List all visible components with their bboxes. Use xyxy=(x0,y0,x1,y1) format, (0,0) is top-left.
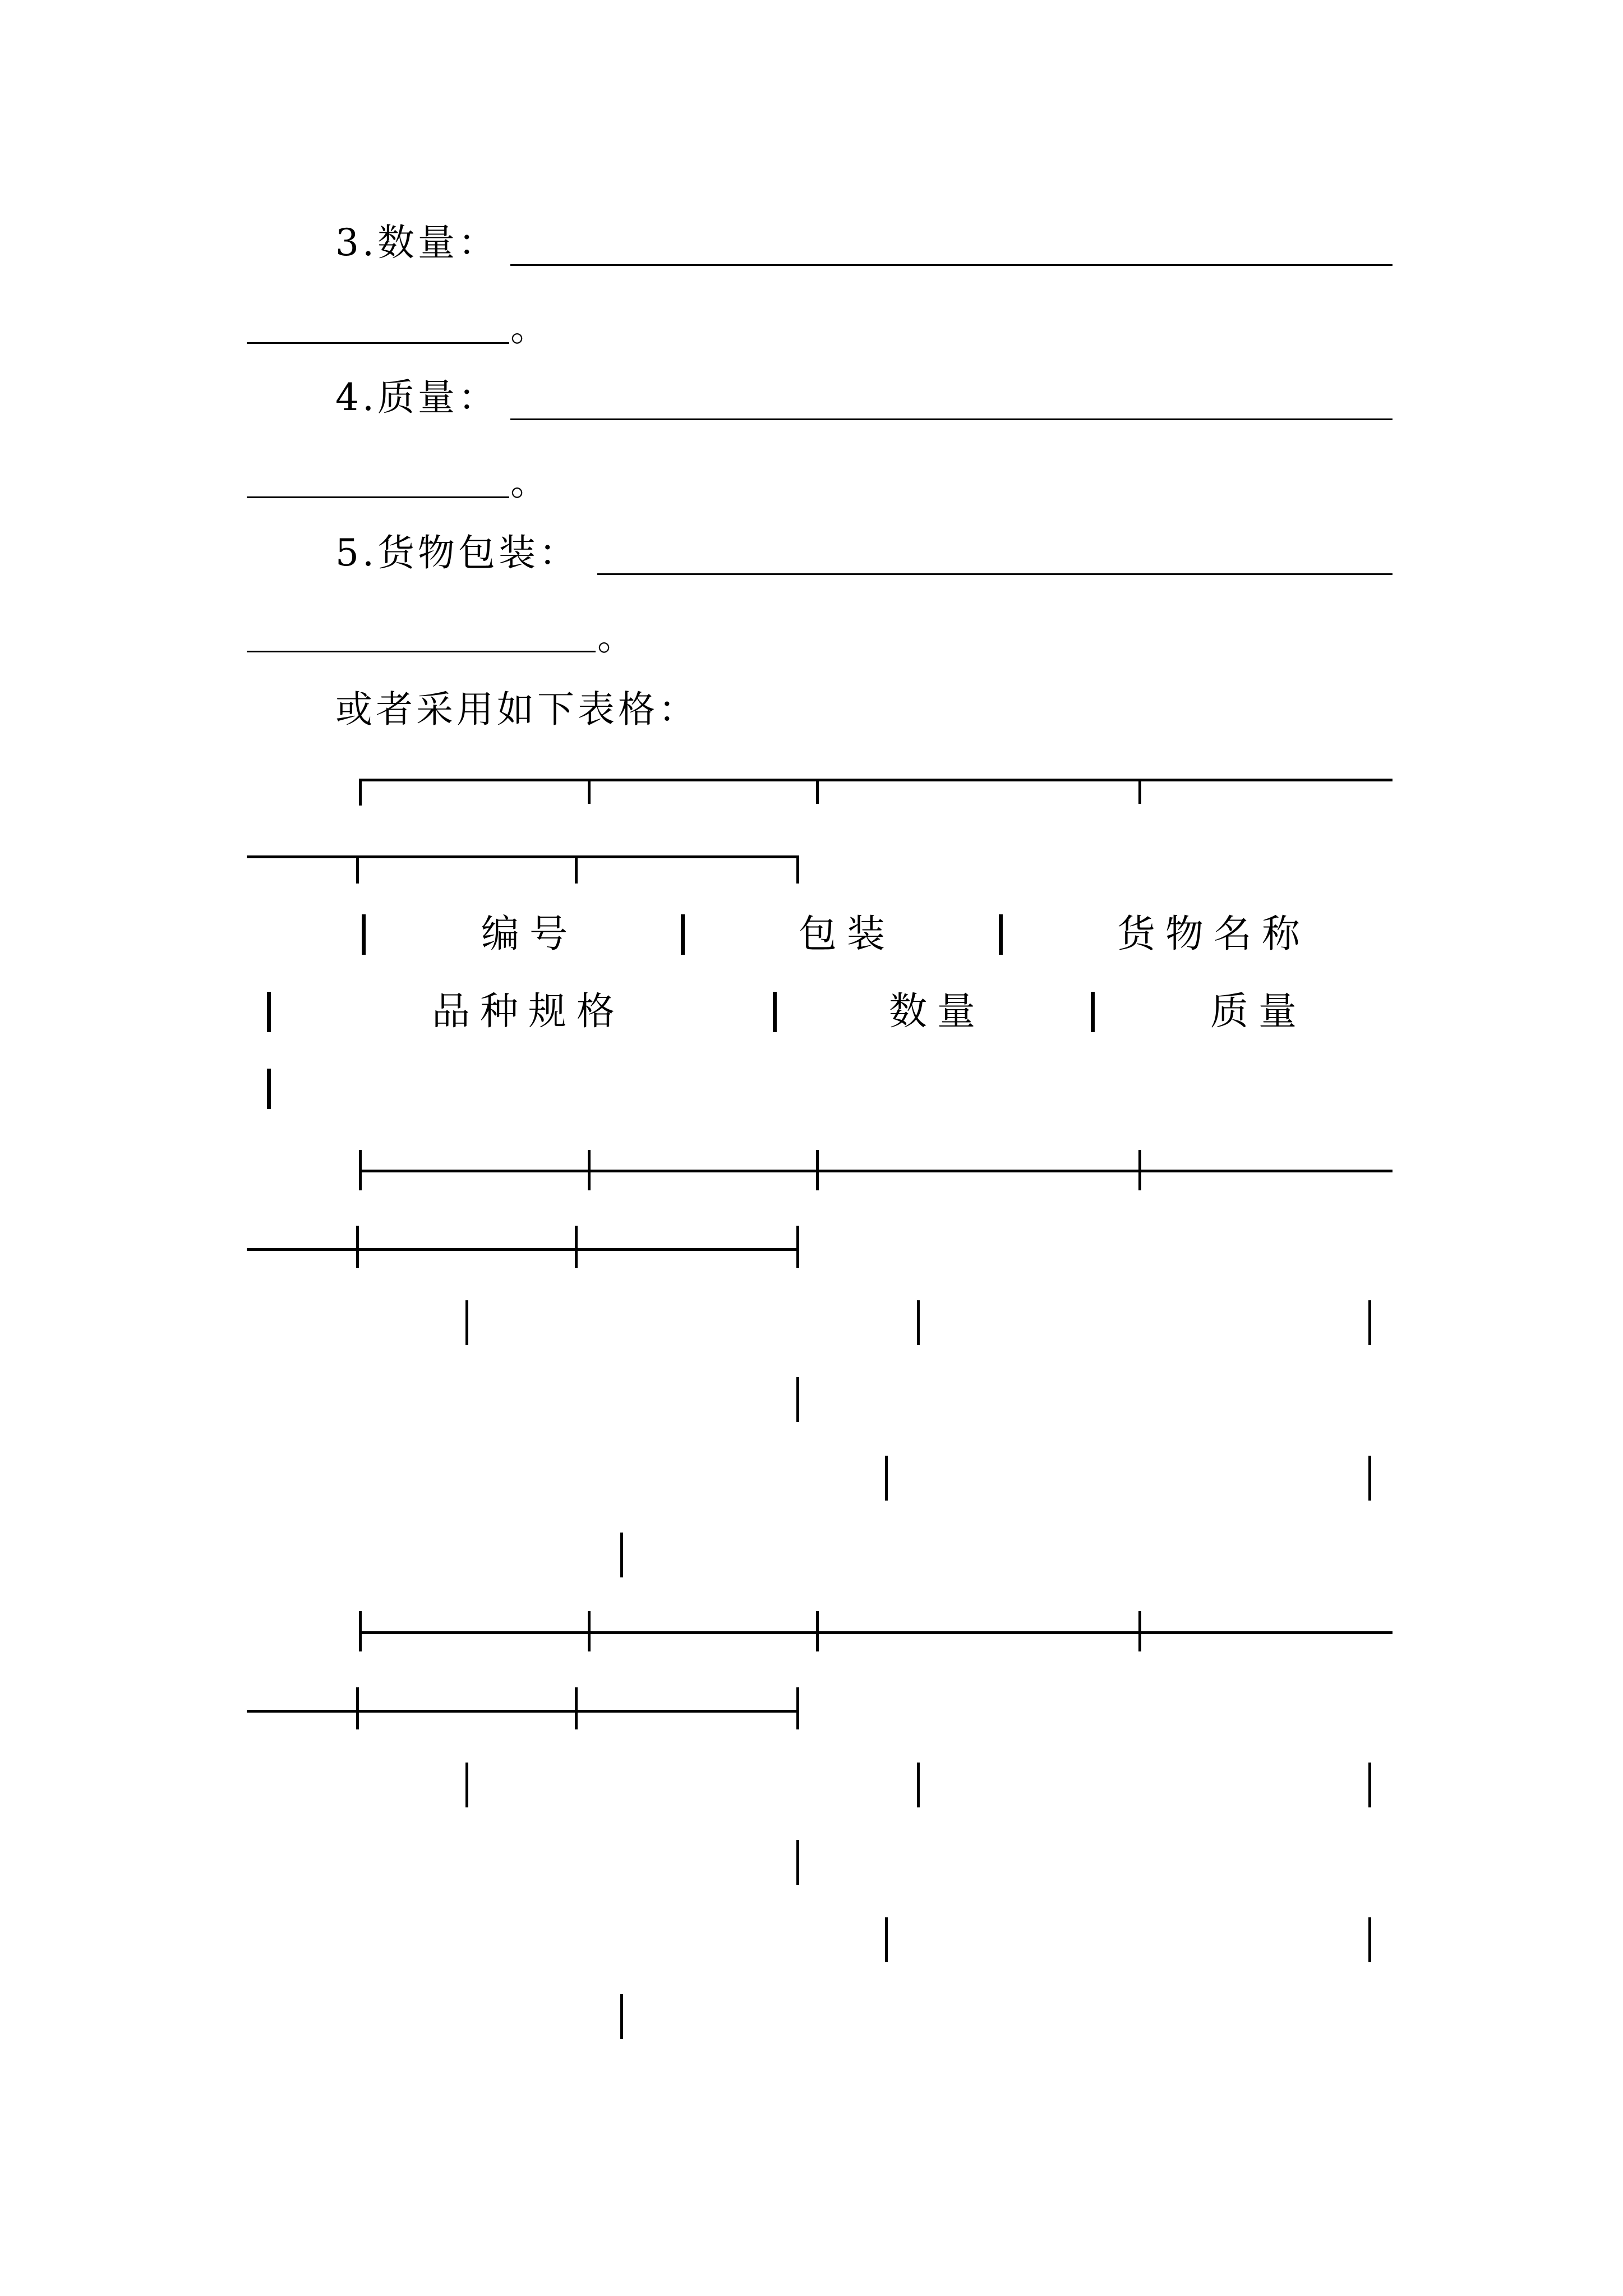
header-serial-number: 编号 xyxy=(481,912,578,956)
packaging-label: 5.货物包装： xyxy=(335,531,579,574)
quantity-blank-line-2[interactable] xyxy=(247,342,509,344)
header-goods-name: 货物名称 xyxy=(1117,912,1311,956)
header-quality: 质量 xyxy=(1210,990,1307,1034)
header-variety-spec: 品种规格 xyxy=(432,990,625,1034)
packaging-blank-line-1[interactable] xyxy=(597,573,1393,575)
quantity-blank-line-1[interactable] xyxy=(510,264,1393,266)
quality-blank-line-1[interactable] xyxy=(510,418,1393,420)
quantity-label: 3.数量： xyxy=(335,221,499,264)
quality-label: 4.质量： xyxy=(335,376,499,419)
header-quantity: 数量 xyxy=(889,990,986,1034)
header-packaging: 包装 xyxy=(799,912,896,956)
quality-end-mark: 。 xyxy=(510,461,551,504)
table-intro: 或者采用如下表格： xyxy=(335,688,699,731)
packaging-blank-line-2[interactable] xyxy=(247,651,596,652)
quantity-end-mark: 。 xyxy=(510,306,551,349)
quality-blank-line-2[interactable] xyxy=(247,496,509,498)
packaging-end-mark: 。 xyxy=(597,615,638,659)
